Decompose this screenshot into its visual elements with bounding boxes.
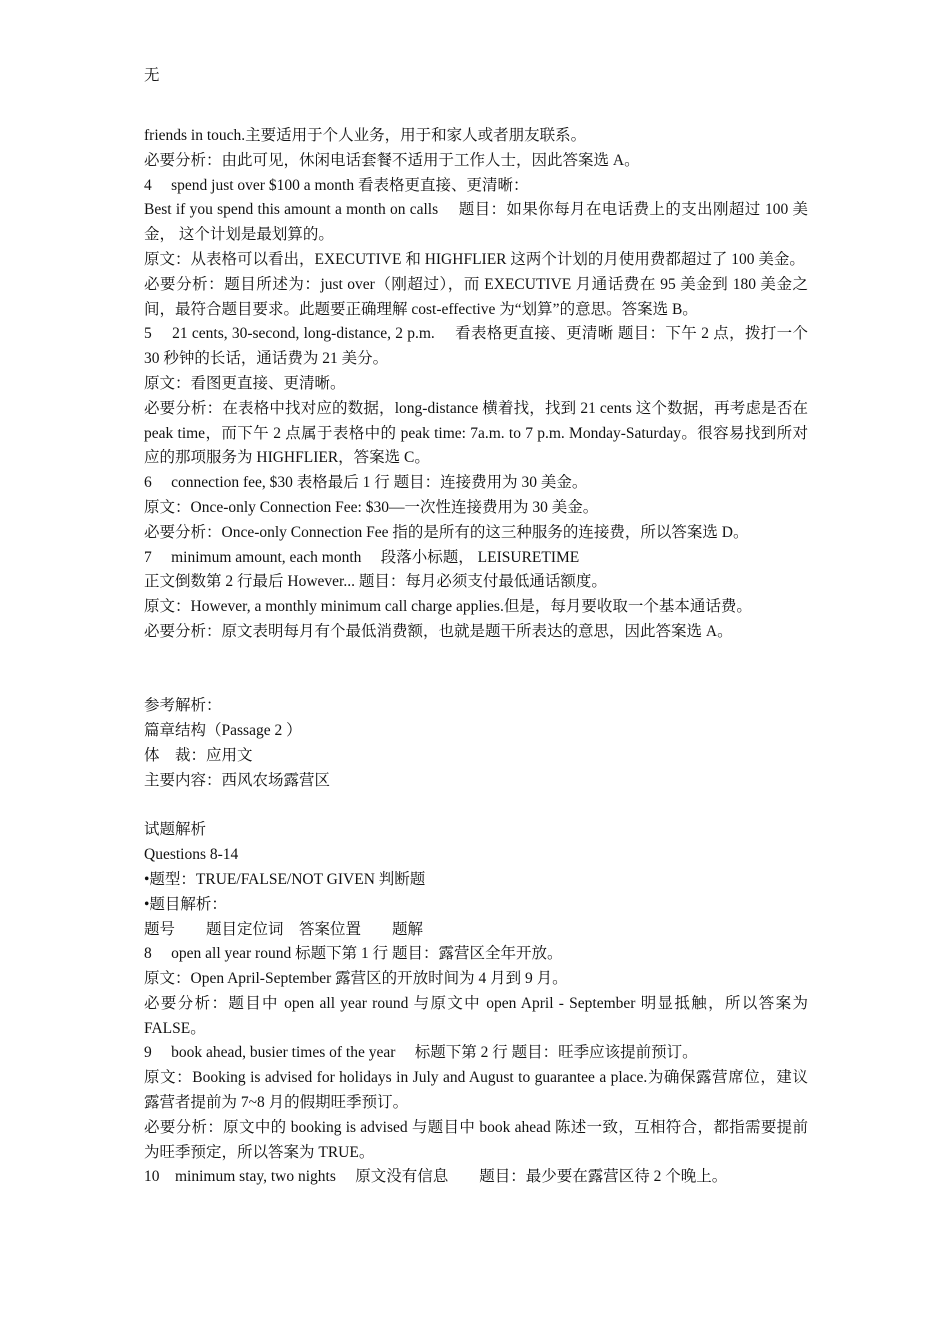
section-heading: 参考解析：: [144, 697, 222, 715]
document-body: [144, 124, 808, 1190]
text-line: 原文：Booking is advised for holidays in July and August to guarantee a place.为确保露营席位，建议露营者提前为 7~8 月的假期旺季预订。: [144, 1069, 808, 1112]
text-line: Best if you spend this amount a month on calls 题目：如果你每月在电话费上的支出刚超过 100 美金， 这个计划是最划算的。: [144, 201, 808, 244]
text-line: 必要分析：在表格中找对应的数据，long-distance 横着找，找到 21 cents 这个数据，再考虑是否在 peak time，而下午 2 点属于表格中的 peak time: 7a.m. to 7 p.m. Monday-Saturday。很容易找到所对应的那项服务为 HIGHFLIER，答案选 C。: [144, 399, 808, 467]
text-line: 原文：看图更直接、更清晰。: [144, 374, 346, 392]
text-line: •题目解析：: [144, 895, 227, 913]
text-line: 正文倒数第 2 行最后 However... 题目：每月必须支付最低通话额度。: [144, 573, 607, 591]
text-line: 必要分析：Once-only Connection Fee 指的是所有的这三种服务的连接费，所以答案选 D。: [144, 523, 749, 541]
text-line: friends in touch.主要适用于个人业务，用于和家人或者朋友联系。: [144, 127, 587, 144]
text-line: 5 21 cents, 30-second, long-distance, 2 p.m. 看表格更直接、更清晰 题目：下午 2 点，拨打一个 30 秒钟的长话，通话费为 21 美分。: [144, 325, 808, 368]
text-line: Questions 8-14: [144, 846, 239, 864]
text-line: 原文：Once-only Connection Fee: $30—一次性连接费用为 30 美金。: [144, 498, 599, 516]
text-line: 必要分析：题目所述为：just over（刚超过），而 EXECUTIVE 月通话费在 95 美金到 180 美金之间，最符合题目要求。此题要正确理解 cost-effective 为“划算”的意思。答案选 B。: [144, 275, 808, 318]
text-line: 6 connection fee, $30 表格最后 1 行 题目：连接费用为 30 美金。: [144, 474, 588, 492]
text-line: 9 book ahead, busier times of the year 标题下第 2 行 题目：旺季应该提前预订。: [144, 1044, 698, 1062]
text-line: 7 minimum amount, each month 段落小标题， LEISURETIME: [144, 548, 580, 566]
blank-line: [144, 670, 808, 695]
text-line: 8 open all year round 标题下第 1 行 题目：露营区全年开放。: [144, 945, 563, 963]
section-heading: 试题解析: [144, 821, 207, 839]
table-header-line: 题号 题目定位词 答案位置 题解: [144, 920, 424, 938]
text-line: 必要分析：题目中 open all year round 与原文中 open April - September 明显抵触，所以答案为 FALSE。: [144, 994, 808, 1037]
text-line: 主要内容：西风农场露营区: [144, 771, 331, 789]
text-line: 体 裁：应用文: [144, 746, 253, 764]
text-line: 篇章结构（Passage 2 ）: [144, 722, 302, 740]
text-line: 原文：However, a monthly minimum call charge applies.但是，每月要收取一个基本通话费。: [144, 598, 752, 616]
text-line: 10 minimum stay, two nights 原文没有信息 题目：最少要在露营区待 2 个晚上。: [144, 1168, 728, 1186]
text-line: 必要分析：原文表明每月有个最低消费额，也就是题干所表达的意思，因此答案选 A。: [144, 622, 733, 640]
text-line: 必要分析：由此可见，休闲电话套餐不适用于工作人士，因此答案选 A。: [144, 151, 640, 169]
blank-line: [144, 645, 808, 670]
text-line: 4 spend just over $100 a month 看表格更直接、更清晰：: [144, 176, 529, 194]
text-line: 原文：Open April-September 露营区的开放时间为 4 月到 9 月。: [144, 970, 568, 988]
text-line: 必要分析：原文中的 booking is advised 与题目中 book ahead 陈述一致，互相符合，都指需要提前为旺季预定，所以答案为 TRUE。: [144, 1118, 808, 1161]
text-line: 原文：从表格可以看出，EXECUTIVE 和 HIGHFLIER 这两个计划的月使用费都超过了 100 美金。: [144, 250, 805, 268]
text-line: •题型：TRUE/FALSE/NOT GIVEN 判断题: [144, 870, 426, 888]
page-header-mark: 无: [144, 67, 160, 84]
blank-line: [144, 794, 808, 819]
